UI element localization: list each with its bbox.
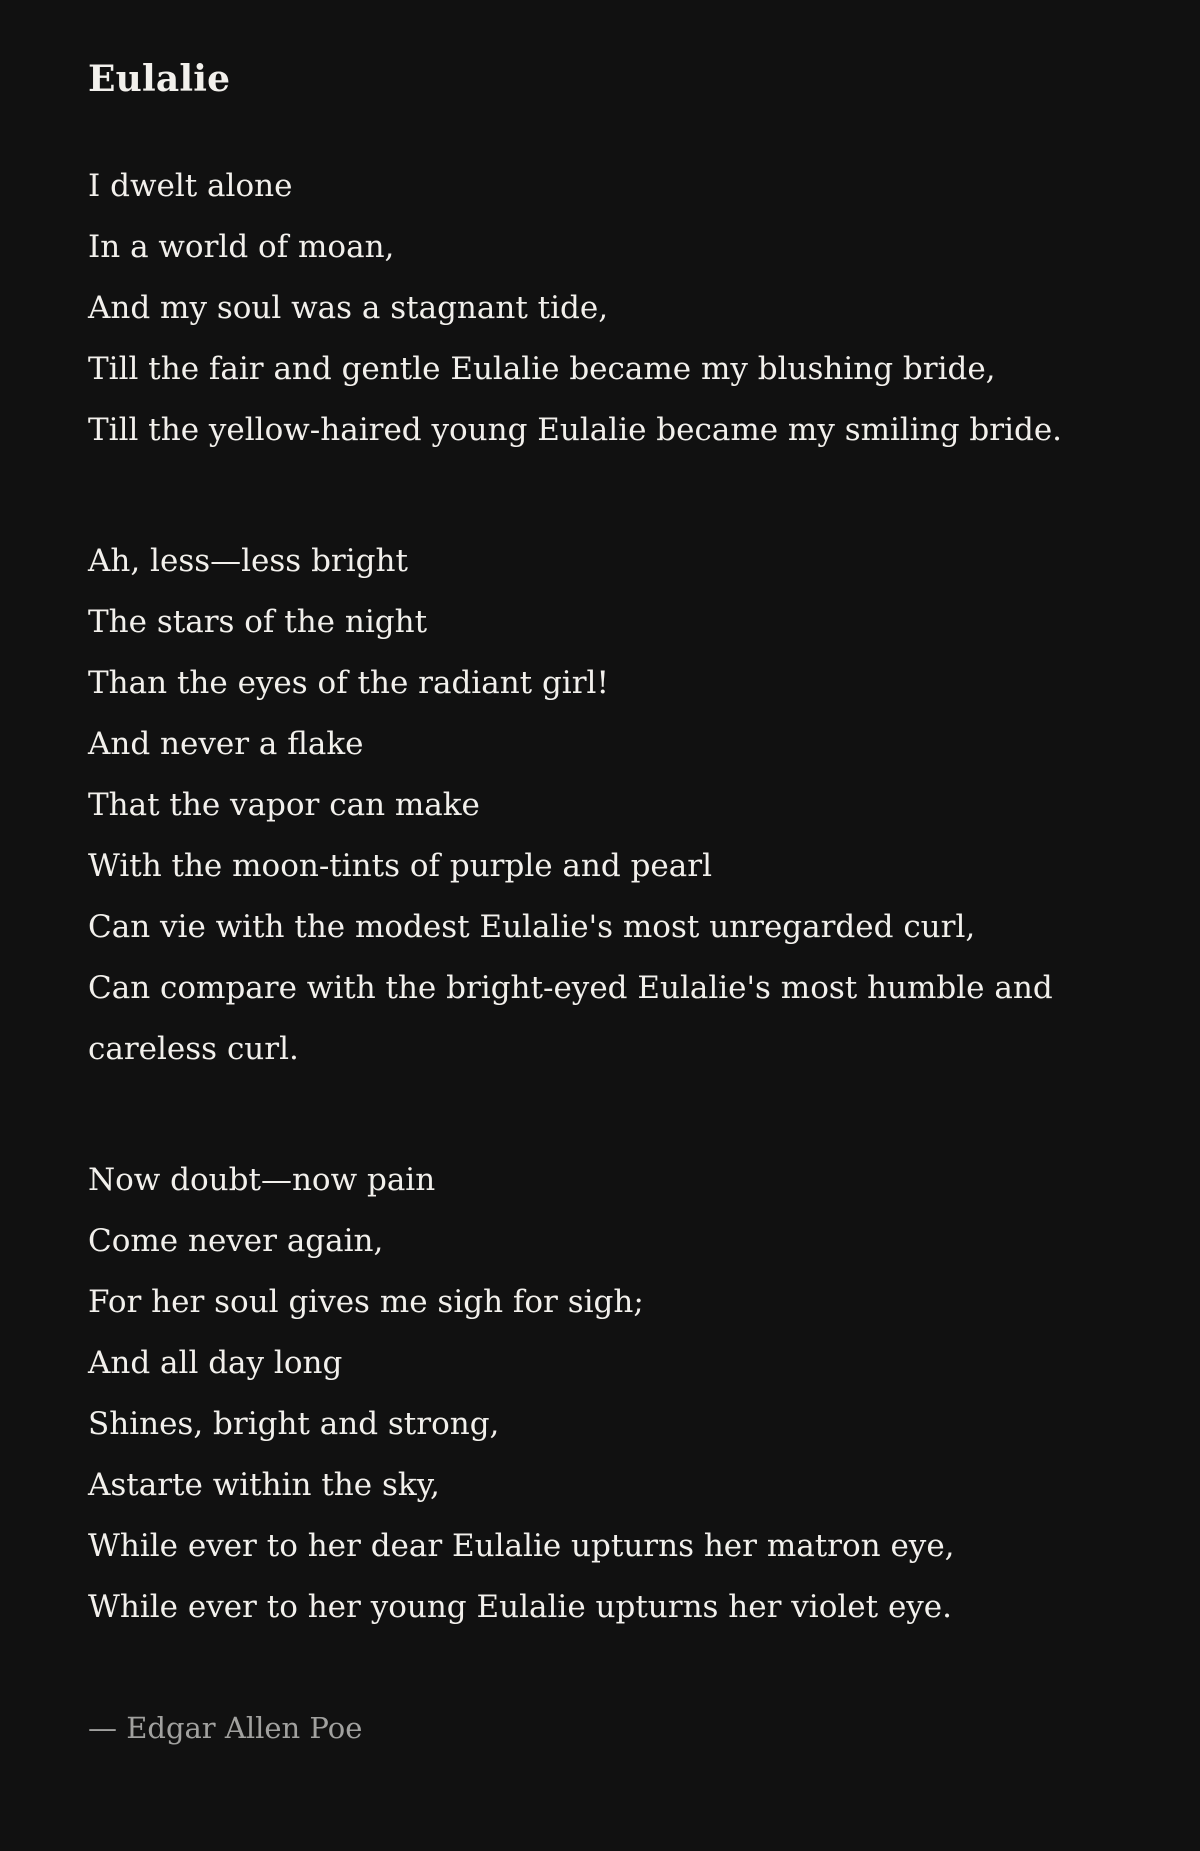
poem-title: Eulalie [88, 58, 231, 100]
poem-line: Come never again, [88, 1223, 384, 1259]
poem-line: The stars of the night [88, 604, 428, 640]
poem-line: Astarte within the sky, [88, 1467, 440, 1503]
poem-line: Shines, bright and strong, [88, 1406, 500, 1442]
poem-stanzas [88, 156, 1112, 1638]
poem-line: That the vapor can make [88, 787, 480, 823]
poem-line: For her soul gives me sigh for sigh; [88, 1284, 644, 1320]
poem-line: Can vie with the modest Eulalie's most unregarded curl, [88, 909, 976, 945]
poem-line: And my soul was a stagnant tide, [88, 290, 609, 326]
poem-stanza [88, 156, 1112, 461]
poem-line: And never a flake [88, 726, 364, 762]
poem-line: While ever to her dear Eulalie upturns her matron eye, [88, 1528, 955, 1564]
poem-stanza [88, 531, 1112, 1080]
poem-attribution: — Edgar Allen Poe [88, 1711, 363, 1745]
poem-line: Than the eyes of the radiant girl! [88, 665, 609, 701]
poem-line: And all day long [88, 1345, 343, 1381]
poem-line: Till the yellow-haired young Eulalie became my smiling bride. [88, 412, 1063, 448]
poem-line: I dwelt alone [88, 168, 293, 204]
poem-line: Ah, less—less bright [88, 543, 408, 579]
poem-stanza [88, 1150, 1112, 1638]
poem-line: With the moon-tints of purple and pearl [88, 848, 712, 884]
poem-line: While ever to her young Eulalie upturns her violet eye. [88, 1589, 953, 1625]
poem-line: careless curl. [88, 1031, 299, 1067]
poem-line: Now doubt—now pain [88, 1162, 436, 1198]
poem-line: Till the fair and gentle Eulalie became my blushing bride, [88, 351, 996, 387]
poem-line: In a world of moan, [88, 229, 395, 265]
poem-line: Can compare with the bright-eyed Eulalie's most humble and [88, 970, 1053, 1006]
